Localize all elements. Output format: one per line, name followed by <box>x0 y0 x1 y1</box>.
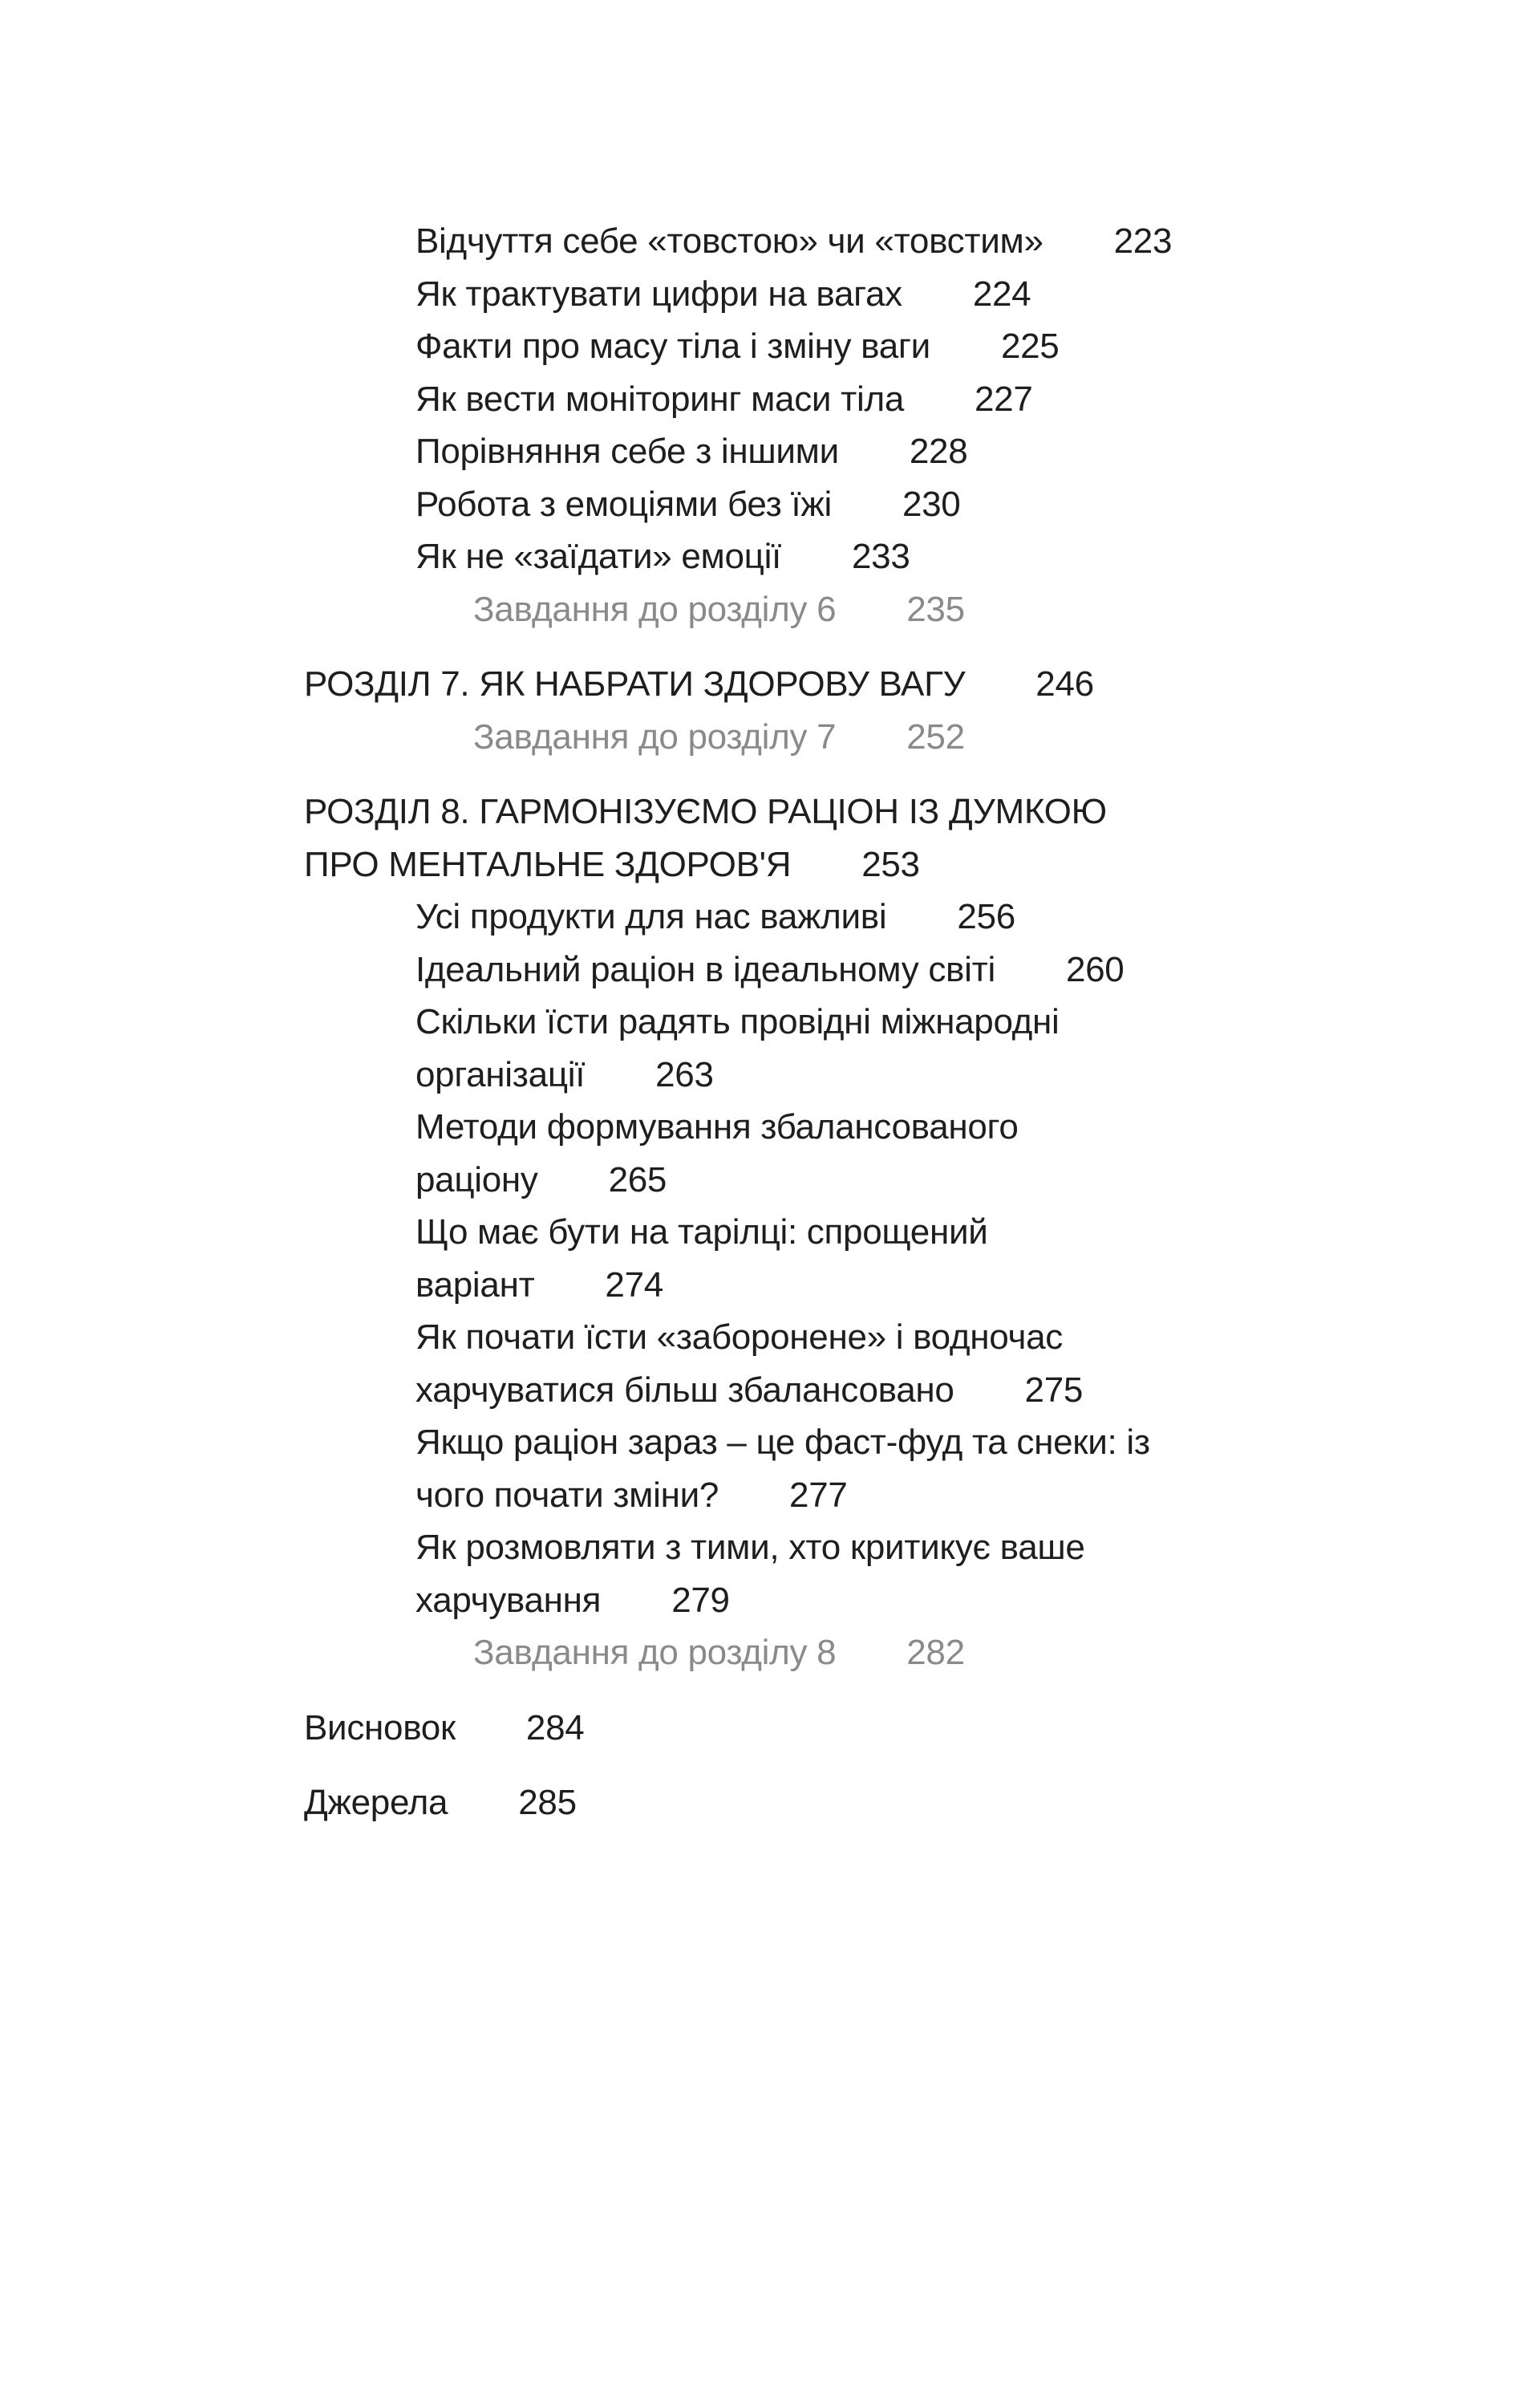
toc-sources <box>304 1776 1347 1829</box>
toc-entry <box>304 891 1347 944</box>
entry-title: Як вести моніторинг маси тіла <box>415 379 904 419</box>
toc-chapter <box>304 785 1347 891</box>
entry-title-line2: організації <box>415 1054 586 1094</box>
page-number: 252 <box>906 716 965 757</box>
page-number: 263 <box>655 1054 714 1094</box>
page-number: 285 <box>518 1783 577 1822</box>
entry-title: Усі продукти для нас важливі <box>415 897 887 936</box>
toc-task-entry <box>304 711 1347 764</box>
page-number: 233 <box>851 537 910 576</box>
page-number: 282 <box>906 1633 965 1672</box>
entry-title-line2: варіант <box>415 1264 535 1305</box>
entry-title-line2: харчуватися більш збалансовано <box>415 1370 954 1410</box>
toc-task-entry <box>304 1626 1347 1679</box>
toc-entry <box>304 1311 1347 1416</box>
toc-chapter <box>304 658 1347 711</box>
toc-entry <box>304 320 1347 373</box>
page-number: 225 <box>1000 327 1060 366</box>
toc-entry <box>304 215 1347 268</box>
table-of-contents <box>304 215 1347 1829</box>
toc-entry <box>304 268 1347 321</box>
toc-entry <box>304 478 1347 531</box>
entry-title-line1: Скільки їсти радять провідні міжнародні <box>415 1002 1060 1041</box>
entry-title: Завдання до розділу 7 <box>473 716 837 757</box>
toc-entry <box>304 1101 1347 1206</box>
entry-title: Відчуття себе «товстою» чи «товстим» <box>415 221 1044 261</box>
entry-title: Факти про масу тіла і зміну ваги <box>415 327 930 366</box>
toc-task-entry <box>304 583 1347 636</box>
chapter-title: РОЗДІЛ 7. ЯК НАБРАТИ ЗДОРОВУ ВАГУ <box>304 664 966 704</box>
page-number: 235 <box>906 589 965 629</box>
page-number: 265 <box>608 1159 667 1200</box>
entry-title: Як не «заїдати» емоції <box>415 537 781 576</box>
page-number: 279 <box>671 1580 730 1620</box>
page-number: 227 <box>975 379 1033 419</box>
entry-title: Завдання до розділу 6 <box>473 589 837 629</box>
entry-title: Як трактувати цифри на вагах <box>415 274 902 314</box>
toc-entry <box>304 1416 1347 1521</box>
entry-title: Робота з емоціями без їжі <box>415 484 832 524</box>
page-number: 228 <box>909 432 968 471</box>
page-number: 224 <box>972 274 1031 314</box>
page-number: 230 <box>902 484 961 524</box>
entry-title-line2: чого почати зміни? <box>415 1475 719 1515</box>
toc-entry <box>304 530 1347 583</box>
entry-title: Ідеальний раціон в ідеальному світі <box>415 949 995 989</box>
entry-title: Джерела <box>304 1783 448 1822</box>
chapter-title-line2: ПРО МЕНТАЛЬНЕ ЗДОРОВ'Я <box>304 844 792 884</box>
toc-entry <box>304 1521 1347 1626</box>
page-number: 256 <box>957 897 1015 936</box>
page-number: 246 <box>1035 664 1094 704</box>
page-number: 223 <box>1113 221 1173 261</box>
entry-title-line1: Методи формування збалансованого <box>415 1107 1019 1147</box>
page-number: 274 <box>605 1264 663 1305</box>
page-number: 253 <box>861 844 920 884</box>
toc-entry <box>304 1206 1347 1311</box>
entry-title-line1: Як почати їсти «заборонене» і водночас <box>415 1317 1063 1357</box>
entry-title: Висновок <box>304 1707 456 1747</box>
page-number: 277 <box>789 1475 848 1515</box>
page-number: 284 <box>525 1707 585 1747</box>
page-number: 275 <box>1024 1370 1084 1410</box>
toc-entry <box>304 944 1347 997</box>
page-number: 260 <box>1065 949 1125 989</box>
entry-title: Завдання до розділу 8 <box>473 1633 837 1672</box>
toc-entry <box>304 373 1347 426</box>
entry-title-line2: раціону <box>415 1159 538 1200</box>
entry-title-line1: Що має бути на тарілці: спрощений <box>415 1212 988 1252</box>
entry-title-line1: Як розмовляти з тими, хто критикує ваше <box>415 1528 1085 1567</box>
toc-entry <box>304 425 1347 478</box>
entry-title-line2: харчування <box>415 1580 602 1620</box>
chapter-title-line1: РОЗДІЛ 8. ГАРМОНІЗУЄМО РАЦІОН ІЗ ДУМКОЮ <box>304 792 1107 831</box>
toc-conclusion <box>304 1702 1347 1755</box>
entry-title-line1: Якщо раціон зараз – це фаст-фуд та снеки: із <box>415 1423 1150 1462</box>
toc-entry <box>304 996 1347 1101</box>
entry-title: Порівняння себе з іншими <box>415 432 839 471</box>
